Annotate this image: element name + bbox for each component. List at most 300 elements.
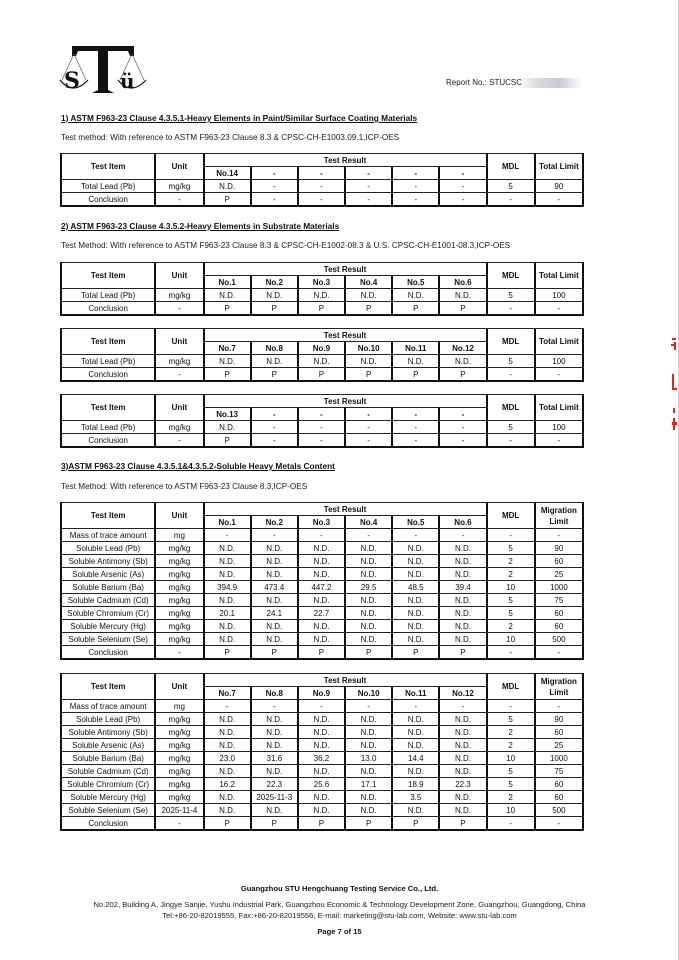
footer-contact: Tel:+86-20-82019555, Fax:+86-20-82019556, E-mail: marketing@stu-lab.com, Website: www.stu-lab.com (162, 911, 517, 920)
result-cell: N.D. (439, 594, 486, 607)
result-cell: N.D. (392, 568, 439, 581)
result-cell: P (392, 817, 439, 831)
col-header-unit: Unit (155, 154, 203, 180)
test-item-cell: Conclusion (61, 302, 155, 316)
table-row (61, 817, 583, 831)
section-3-table-1 (60, 502, 584, 660)
result-cell: 24.1 (251, 607, 298, 620)
unit-cell: - (155, 646, 203, 660)
test-item-cell: Conclusion (61, 817, 155, 831)
col-header-mdl: MDL (487, 154, 535, 180)
col-header-test-item: Test Item (61, 674, 155, 700)
result-cell: P (298, 817, 345, 831)
result-cell: - (345, 434, 392, 448)
test-item-cell: Soluble Arsenic (As) (61, 568, 155, 581)
result-cell: N.D. (298, 289, 345, 302)
test-item-cell: Soluble Arsenic (As) (61, 739, 155, 752)
mdl-cell: 10 (487, 633, 535, 646)
table-row (61, 368, 583, 382)
result-cell: - (251, 434, 298, 448)
result-cell: P (345, 817, 392, 831)
result-cell: N.D. (204, 713, 251, 726)
limit-cell: 100 (535, 289, 583, 302)
result-cell: - (345, 193, 392, 207)
result-cell: N.D. (298, 542, 345, 555)
result-cell: N.D. (439, 726, 486, 739)
test-item-cell: Soluble Antimony (Sb) (61, 726, 155, 739)
sample-header: No.1 (204, 516, 251, 529)
result-cell: N.D. (392, 355, 439, 368)
limit-cell: 1000 (535, 581, 583, 594)
table-row (61, 778, 583, 791)
result-cell: N.D. (439, 633, 486, 646)
mdl-cell: - (487, 368, 535, 382)
result-cell: - (345, 700, 392, 713)
result-cell: N.D. (392, 542, 439, 555)
table-row (61, 752, 583, 765)
col-header-limit: Total Limit (535, 395, 583, 421)
result-cell: 23.0 (204, 752, 251, 765)
footer-company: Guangzhou STU Hengchuang Testing Service Co., Ltd. (240, 884, 439, 893)
sample-header: No.11 (392, 687, 439, 700)
limit-cell: 1000 (535, 752, 583, 765)
section-1-table (60, 153, 584, 207)
result-cell: - (392, 180, 439, 193)
result-cell: - (392, 700, 439, 713)
result-cell: - (345, 421, 392, 434)
result-cell: - (439, 700, 486, 713)
redacted-report-id (523, 78, 583, 88)
unit-cell: mg/kg (155, 289, 203, 302)
limit-cell: 25 (535, 568, 583, 581)
sample-header: No.7 (204, 687, 251, 700)
mdl-cell: - (487, 700, 535, 713)
sample-header: No.14 (204, 167, 251, 180)
unit-cell: mg/kg (155, 791, 203, 804)
result-cell: N.D. (251, 620, 298, 633)
result-cell: - (392, 529, 439, 542)
mdl-cell: 5 (487, 607, 535, 620)
limit-cell: 60 (535, 555, 583, 568)
result-cell: N.D. (204, 726, 251, 739)
mdl-cell: 5 (487, 542, 535, 555)
result-cell: N.D. (298, 555, 345, 568)
test-item-cell: Soluble Selenium (Se) (61, 633, 155, 646)
mdl-cell: 10 (487, 581, 535, 594)
result-cell: 17.1 (345, 778, 392, 791)
result-cell: 13.0 (345, 752, 392, 765)
col-header-test-item: Test Item (61, 395, 155, 421)
table-row (61, 713, 583, 726)
result-cell: - (204, 529, 251, 542)
result-cell: N.D. (345, 289, 392, 302)
table-row (61, 607, 583, 620)
result-cell: N.D. (251, 568, 298, 581)
table-row (61, 633, 583, 646)
test-item-cell: Total Lead (Pb) (61, 421, 155, 434)
test-item-cell: Mass of trace amount (61, 529, 155, 542)
result-cell: P (345, 646, 392, 660)
table-row (61, 555, 583, 568)
result-cell: N.D. (345, 739, 392, 752)
result-cell: N.D. (345, 555, 392, 568)
result-cell: N.D. (439, 620, 486, 633)
limit-cell: 90 (535, 713, 583, 726)
result-cell: 48.5 (392, 581, 439, 594)
unit-cell: mg/kg (155, 542, 203, 555)
result-cell: 22.3 (439, 778, 486, 791)
limit-cell: 60 (535, 778, 583, 791)
result-cell: N.D. (204, 804, 251, 817)
unit-cell: mg/kg (155, 765, 203, 778)
mdl-cell: 2 (487, 555, 535, 568)
table-row (61, 594, 583, 607)
unit-cell: - (155, 368, 203, 382)
unit-cell: - (155, 302, 203, 316)
unit-cell: mg/kg (155, 713, 203, 726)
test-item-cell: Soluble Cadmium (Cd) (61, 765, 155, 778)
mdl-cell: 10 (487, 752, 535, 765)
red-stamp-fragment (671, 338, 677, 433)
table-row (61, 646, 583, 660)
result-cell: N.D. (439, 568, 486, 581)
table-row (61, 726, 583, 739)
sample-header: No.3 (298, 516, 345, 529)
page-number: Page 7 of 15 (317, 927, 362, 936)
result-cell: N.D. (439, 804, 486, 817)
result-cell: 20.1 (204, 607, 251, 620)
col-header-test-result: Test Result (204, 395, 487, 408)
col-header-unit: Unit (155, 395, 203, 421)
col-header-limit: Total Limit (535, 154, 583, 180)
result-cell: - (298, 193, 345, 207)
unit-cell: mg (155, 700, 203, 713)
limit-line-2: Limit (549, 516, 569, 526)
result-cell: N.D. (204, 765, 251, 778)
section-3-method: Test Method: With reference to ASTM F963-23 Clause 8.3,ICP-OES (61, 482, 308, 491)
sample-header: No.1 (204, 276, 251, 289)
col-header-test-item: Test Item (61, 263, 155, 289)
table-row (61, 804, 583, 817)
result-cell: - (251, 700, 298, 713)
mdl-cell: - (487, 302, 535, 316)
limit-cell: 100 (535, 355, 583, 368)
result-cell: N.D. (439, 289, 486, 302)
col-header-test-result: Test Result (204, 263, 487, 276)
header-row (61, 674, 583, 687)
result-cell: N.D. (298, 765, 345, 778)
result-cell: N.D. (439, 739, 486, 752)
test-item-cell: Mass of trace amount (61, 700, 155, 713)
result-cell: N.D. (204, 555, 251, 568)
sample-header: - (392, 408, 439, 421)
mdl-cell: 5 (487, 180, 535, 193)
col-header-limit (535, 503, 583, 529)
col-header-unit: Unit (155, 329, 203, 355)
table-row (61, 581, 583, 594)
table-row (61, 542, 583, 555)
mdl-cell: - (487, 646, 535, 660)
result-cell: P (204, 302, 251, 316)
result-cell: 25.6 (298, 778, 345, 791)
footer-address-block (0, 899, 679, 921)
unit-cell: mg/kg (155, 581, 203, 594)
result-cell: 394.9 (204, 581, 251, 594)
mdl-cell: 2 (487, 791, 535, 804)
table-row (61, 529, 583, 542)
section-3-table-2 (60, 673, 584, 831)
limit-cell: 500 (535, 633, 583, 646)
result-cell: N.D. (204, 594, 251, 607)
unit-cell: mg/kg (155, 726, 203, 739)
result-cell: N.D. (251, 542, 298, 555)
limit-cell: 60 (535, 607, 583, 620)
result-cell: N.D. (439, 713, 486, 726)
result-cell: N.D. (204, 633, 251, 646)
sample-header: - (439, 408, 486, 421)
result-cell: N.D. (251, 804, 298, 817)
result-cell: P (251, 302, 298, 316)
limit-line-1: Migration (540, 676, 577, 686)
result-cell: 14.4 (392, 752, 439, 765)
col-header-mdl: MDL (487, 503, 535, 529)
result-cell: - (439, 421, 486, 434)
sample-header: No.9 (298, 687, 345, 700)
result-cell: N.D. (298, 726, 345, 739)
mdl-cell: 5 (487, 355, 535, 368)
result-cell: P (392, 302, 439, 316)
limit-cell: 90 (535, 180, 583, 193)
result-cell: N.D. (392, 739, 439, 752)
sample-header: No.10 (345, 342, 392, 355)
result-cell: 22.3 (251, 778, 298, 791)
sample-header: No.8 (251, 687, 298, 700)
result-cell: P (298, 368, 345, 382)
sample-header: No.6 (439, 276, 486, 289)
unit-cell: mg/kg (155, 607, 203, 620)
result-cell: P (345, 368, 392, 382)
mdl-cell: 2 (487, 620, 535, 633)
section-2-method: Test Method: With reference to ASTM F963-23 Clause 8.3 & CPSC-CH-E1002-08.3 & U.S. CPSC-CH-E1001-08.3,ICP-OES (61, 241, 511, 250)
unit-cell: mg/kg (155, 421, 203, 434)
result-cell: N.D. (251, 765, 298, 778)
result-cell: 473.4 (251, 581, 298, 594)
limit-cell: - (535, 646, 583, 660)
test-item-cell: Soluble Mercury (Hg) (61, 791, 155, 804)
mdl-cell: 5 (487, 421, 535, 434)
result-cell: - (204, 700, 251, 713)
result-cell: N.D. (345, 713, 392, 726)
test-item-cell: Soluble Cadmium (Cd) (61, 594, 155, 607)
result-cell: N.D. (204, 289, 251, 302)
result-cell: N.D. (345, 620, 392, 633)
mdl-cell: - (487, 434, 535, 448)
limit-cell: - (535, 368, 583, 382)
limit-cell: 60 (535, 726, 583, 739)
unit-cell: mg/kg (155, 568, 203, 581)
section-3-title: 3)ASTM F963-23 Clause 4.3.5.1&4.3.5.2-Soluble Heavy Metals Content (61, 461, 335, 471)
col-header-test-result: Test Result (204, 503, 487, 516)
test-item-cell: Soluble Barium (Ba) (61, 752, 155, 765)
limit-cell: 60 (535, 791, 583, 804)
result-cell: P (345, 302, 392, 316)
result-cell: N.D. (204, 568, 251, 581)
result-cell: N.D. (345, 804, 392, 817)
sample-header: - (251, 408, 298, 421)
result-cell: N.D. (345, 568, 392, 581)
sample-header: - (345, 408, 392, 421)
col-header-unit: Unit (155, 263, 203, 289)
mdl-cell: - (487, 193, 535, 207)
section-2-title: 2) ASTM F963-23 Clause 4.3.5.2-Heavy Elements in Substrate Materials (61, 221, 340, 231)
result-cell: N.D. (251, 633, 298, 646)
limit-cell: 75 (535, 594, 583, 607)
sample-header: No.2 (251, 276, 298, 289)
result-cell: P (204, 368, 251, 382)
unit-cell: mg/kg (155, 633, 203, 646)
result-cell: N.D. (392, 633, 439, 646)
result-cell: N.D. (251, 713, 298, 726)
test-item-cell: Conclusion (61, 193, 155, 207)
limit-line-1: Migration (540, 505, 577, 515)
result-cell: N.D. (298, 739, 345, 752)
result-cell: N.D. (439, 752, 486, 765)
result-cell: N.D. (251, 594, 298, 607)
table-row (61, 434, 583, 448)
limit-cell: - (535, 700, 583, 713)
limit-cell: 75 (535, 765, 583, 778)
result-cell: - (345, 180, 392, 193)
unit-cell: mg/kg (155, 180, 203, 193)
result-cell: N.D. (345, 726, 392, 739)
sample-header: No.9 (298, 342, 345, 355)
result-cell: N.D. (345, 542, 392, 555)
result-cell: N.D. (392, 555, 439, 568)
mdl-cell: 2 (487, 739, 535, 752)
table-row (61, 193, 583, 207)
test-item-cell: Conclusion (61, 434, 155, 448)
limit-cell: - (535, 193, 583, 207)
sample-header: No.7 (204, 342, 251, 355)
sample-header: No.3 (298, 276, 345, 289)
sample-header: - (298, 408, 345, 421)
sample-header: No.12 (439, 687, 486, 700)
unit-cell: - (155, 434, 203, 448)
result-cell: N.D. (345, 765, 392, 778)
result-cell: N.D. (204, 739, 251, 752)
sample-header: No.4 (345, 276, 392, 289)
test-item-cell: Soluble Chromium (Cr) (61, 607, 155, 620)
result-cell: - (298, 421, 345, 434)
result-cell: - (392, 193, 439, 207)
result-cell: P (298, 302, 345, 316)
test-item-cell: Total Lead (Pb) (61, 289, 155, 302)
test-item-cell: Soluble Antimony (Sb) (61, 555, 155, 568)
result-cell: N.D. (298, 713, 345, 726)
sample-header: - (298, 167, 345, 180)
header-row (61, 395, 583, 408)
result-cell: P (204, 193, 251, 207)
result-cell: N.D. (298, 594, 345, 607)
unit-cell: mg/kg (155, 594, 203, 607)
test-item-cell: Total Lead (Pb) (61, 355, 155, 368)
result-cell: 39.4 (439, 581, 486, 594)
mdl-cell: 5 (487, 594, 535, 607)
result-cell: N.D. (392, 594, 439, 607)
result-cell: - (439, 193, 486, 207)
limit-cell: 100 (535, 421, 583, 434)
result-cell: N.D. (392, 620, 439, 633)
result-cell: N.D. (204, 180, 251, 193)
test-item-cell: Soluble Lead (Pb) (61, 542, 155, 555)
result-cell: 3.5 (392, 791, 439, 804)
result-cell: P (392, 646, 439, 660)
header-row (61, 154, 583, 167)
result-cell: - (251, 193, 298, 207)
mdl-cell: 10 (487, 804, 535, 817)
result-cell: - (298, 180, 345, 193)
result-cell: 16.2 (204, 778, 251, 791)
result-cell: 29.5 (345, 581, 392, 594)
test-item-cell: Soluble Selenium (Se) (61, 804, 155, 817)
result-cell: P (204, 434, 251, 448)
mdl-cell: - (487, 529, 535, 542)
result-cell: N.D. (204, 542, 251, 555)
test-item-cell: Total Lead (Pb) (61, 180, 155, 193)
limit-cell: 90 (535, 542, 583, 555)
report-number-label: Report No.: STUCSC (446, 78, 523, 88)
mdl-cell: 5 (487, 713, 535, 726)
result-cell: - (392, 434, 439, 448)
limit-cell: 25 (535, 739, 583, 752)
result-cell: 2025-11-3 (251, 791, 298, 804)
mdl-cell: 5 (487, 289, 535, 302)
result-cell: - (298, 529, 345, 542)
limit-cell: - (535, 302, 583, 316)
result-cell: N.D. (392, 713, 439, 726)
col-header-unit: Unit (155, 503, 203, 529)
result-cell: 447.2 (298, 581, 345, 594)
result-cell: - (251, 529, 298, 542)
result-cell: N.D. (439, 607, 486, 620)
test-item-cell: Conclusion (61, 368, 155, 382)
result-cell: P (204, 817, 251, 831)
sample-header: No.8 (251, 342, 298, 355)
result-cell: N.D. (204, 355, 251, 368)
sample-header: No.5 (392, 276, 439, 289)
table-row (61, 355, 583, 368)
result-cell: N.D. (298, 804, 345, 817)
result-cell: - (251, 421, 298, 434)
result-cell: P (251, 646, 298, 660)
limit-cell: - (535, 529, 583, 542)
result-cell: - (298, 700, 345, 713)
unit-cell: mg/kg (155, 355, 203, 368)
col-header-test-item: Test Item (61, 154, 155, 180)
sample-header: No.2 (251, 516, 298, 529)
unit-cell: - (155, 193, 203, 207)
limit-cell: 60 (535, 620, 583, 633)
unit-cell: 2025-11-4 (155, 804, 203, 817)
result-cell: N.D. (345, 594, 392, 607)
sample-header: No.5 (392, 516, 439, 529)
unit-cell: mg/kg (155, 752, 203, 765)
result-cell: - (345, 529, 392, 542)
result-cell: P (439, 817, 486, 831)
result-cell: N.D. (298, 620, 345, 633)
mdl-cell: 2 (487, 726, 535, 739)
result-cell: N.D. (298, 791, 345, 804)
